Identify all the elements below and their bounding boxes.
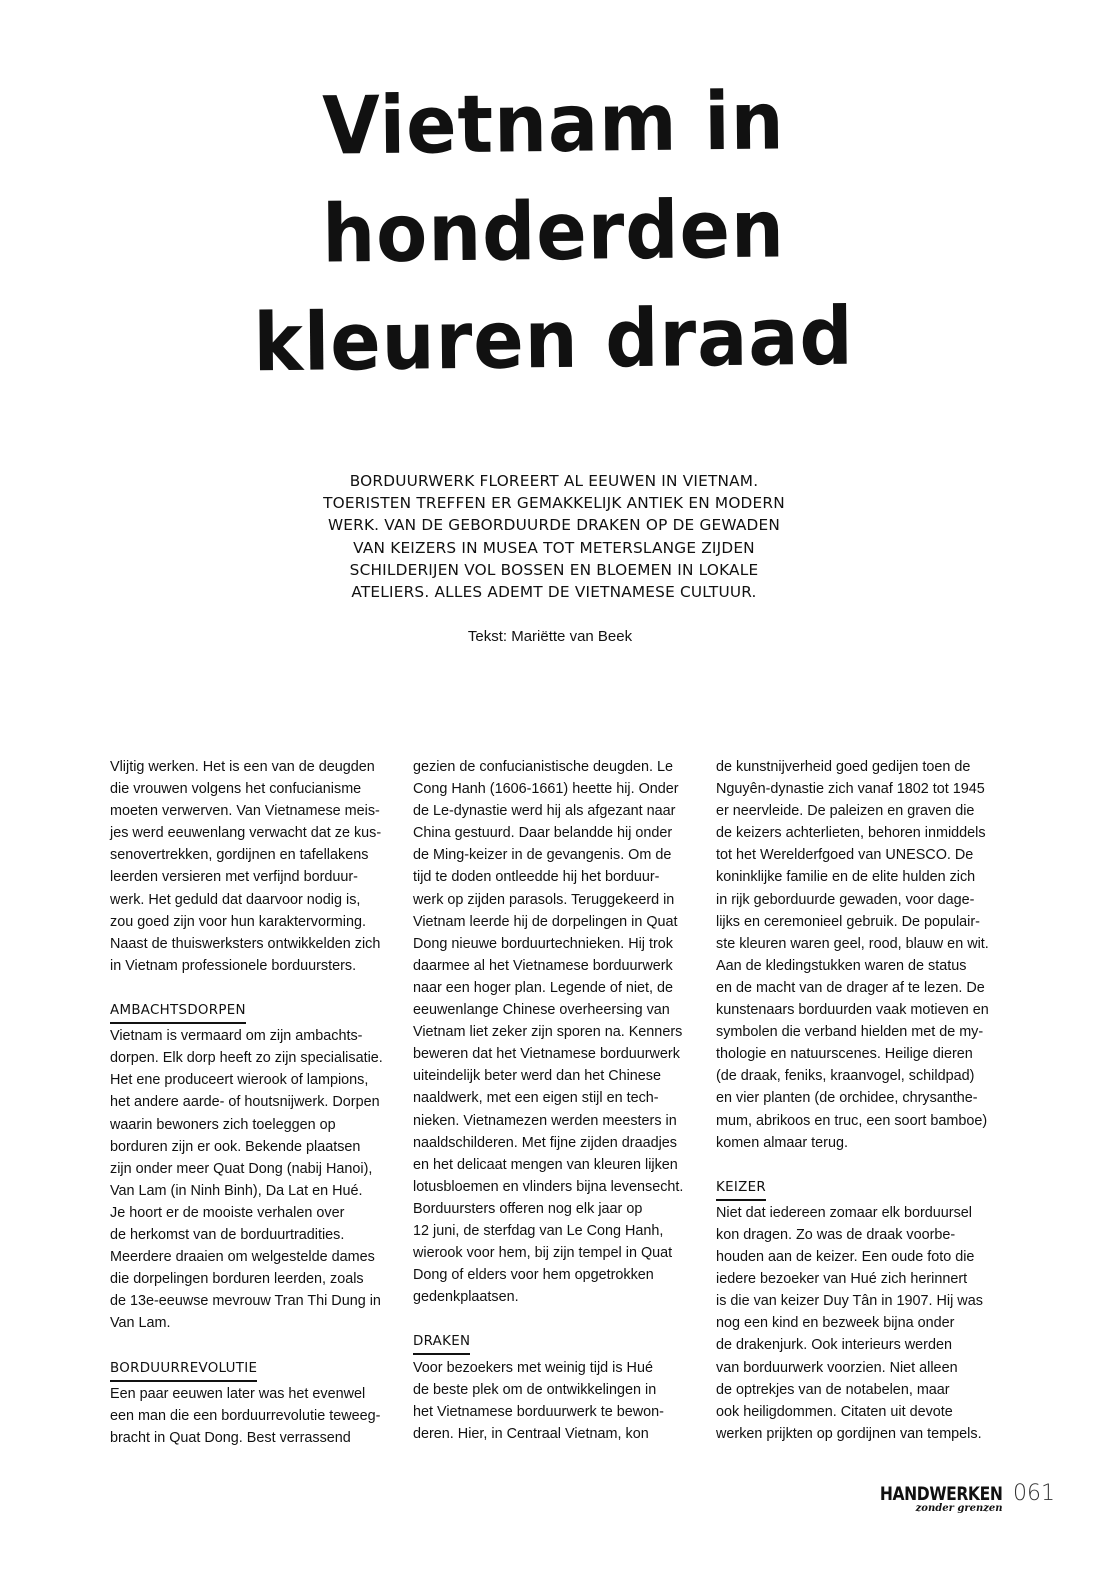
body-line: eeuwenlange Chinese overheersing van — [413, 1002, 670, 1019]
intro-line: ATELIERS. ALLES ADEMT DE VIETNAMESE CULTUUR. — [351, 583, 757, 602]
body-line: Van Lam (in Ninh Binh), Da Lat en Hué. — [110, 1182, 363, 1199]
body-line: kon dragen. Zo was de draak voorbe- — [716, 1226, 956, 1243]
body-line: Dong nieuwe borduurtechnieken. Hij trok — [413, 935, 673, 952]
body-line: naaldwerk, met een eigen stijl en tech- — [413, 1090, 659, 1107]
page-number: 061 — [1013, 1481, 1055, 1506]
body-line: zijn onder meer Quat Dong (nabij Hanoi), — [110, 1160, 373, 1177]
body-line: de Le-dynastie werd hij als afgezant naar — [413, 803, 676, 820]
body-line: Een paar eeuwen later was het evenwel — [110, 1385, 366, 1402]
body-line: werk. Het geduld dat daarvoor nodig is, — [110, 891, 361, 908]
body-line: is die van keizer Duy Tân in 1907. Hij was — [716, 1293, 983, 1310]
body-line: de drakenjurk. Ook interieurs werden — [716, 1337, 952, 1354]
body-line: in Vietnam professionele borduursters. — [110, 957, 357, 974]
body-line: en het delicaat mengen van kleuren lijken — [413, 1156, 678, 1173]
page-footer — [853, 1481, 1055, 1515]
body-line: Meerdere draaien om welgestelde dames — [110, 1249, 375, 1266]
body-line: moeten verwerven. Van Vietnamese meis- — [110, 803, 380, 820]
body-line: en de macht van de drager af te lezen. De — [716, 979, 985, 996]
body-line: van borduurwerk voorzien. Niet alleen — [716, 1359, 958, 1376]
body-line: borduren zijn er ook. Bekende plaatsen — [110, 1138, 361, 1155]
body-line: werken prijkten op gordijnen van tempels. — [716, 1425, 982, 1442]
body-line: Niet dat iedereen zomaar elk borduursel — [716, 1204, 972, 1221]
body-line: Vietnam is vermaard om zijn ambachts- — [110, 1028, 363, 1045]
body-line: Vietnam leerde hij de dorpelingen in Quat — [413, 913, 678, 930]
body-line: waarin bewoners zich toeleggen op — [110, 1116, 336, 1133]
title-line: kleuren draad — [252, 289, 855, 390]
body-line: ste kleuren waren geel, rood, blauw en wit. — [716, 935, 989, 952]
body-line: nieken. Vietnamezen werden meesters in — [413, 1112, 677, 1129]
title-line: Vietnam in — [321, 74, 786, 173]
body-line: gezien de confucianistische deugden. Le — [413, 759, 674, 775]
title-line: honderden — [321, 182, 786, 281]
body-line: tot het Werelderfgoed van UNESCO. De — [716, 847, 974, 864]
body-line: Cong Hanh (1606-1661) heette hij. Onder — [413, 781, 679, 798]
intro-line: TOERISTEN TREFFEN ER GEMAKKELIJK ANTIEK EN MODERN — [323, 494, 785, 513]
body-line: iedere bezoeker van Hué zich herinnert — [716, 1271, 968, 1288]
body-line: die dorpelingen borduren leerden, zoals — [110, 1271, 364, 1288]
body-line: de 13e-eeuwse mevrouw Tran Thi Dung in — [110, 1293, 381, 1310]
body-line: Het ene produceert wierook of lampions, — [110, 1072, 369, 1089]
body-line: de beste plek om de ontwikkelingen in — [413, 1381, 657, 1398]
body-line: houden aan de keizer. Een oude foto die — [716, 1249, 975, 1266]
body-line: Nguyên-dynastie zich vanaf 1802 tot 1945 — [716, 781, 985, 798]
paragraph-gap — [110, 1334, 390, 1356]
body-line: Aan de kledingstukken waren de status — [716, 957, 967, 974]
body-line: mum, abrikoos en truc, een soort bamboe) — [716, 1112, 988, 1129]
body-line: de kunstnijverheid goed gedijen toen de — [716, 759, 971, 775]
body-line: de keizers achterlieten, behoren inmiddels — [716, 825, 986, 842]
body-line: beweren dat het Vietnamese borduurwerk — [413, 1046, 680, 1063]
magazine-tagline: zonder grenzen — [915, 1503, 1003, 1514]
body-line: uiteindelijk beter werd dan het Chinese — [413, 1068, 661, 1085]
body-line: Voor bezoekers met weinig tijd is Hué — [413, 1359, 653, 1376]
body-line: er neervleide. De paleizen en graven die — [716, 803, 975, 820]
section-heading-draken: DRAKEN — [413, 1333, 470, 1355]
magazine-brand: HANDWERKEN — [879, 1483, 1003, 1505]
text-column-1 — [110, 756, 390, 1449]
intro-line: BORDUURWERK FLOREERT AL EEUWEN IN VIETNAM. — [349, 472, 759, 490]
body-line: gedenkplaatsen. — [413, 1289, 519, 1306]
body-line: daarmee al het Vietnamese borduurwerk — [413, 957, 673, 974]
body-line: een man die een borduurrevolutie teweeg- — [110, 1407, 381, 1424]
section-heading-ambachtsdorpen: AMBACHTSDORPEN — [110, 1002, 246, 1024]
body-line: nog een kind en bezweek bijna onder — [716, 1315, 955, 1332]
body-line: Je hoort er de mooiste verhalen over — [110, 1204, 345, 1221]
body-line: senovertrekken, gordijnen en tafellakens — [110, 847, 369, 864]
body-line: Van Lam. — [110, 1315, 171, 1332]
body-line: zou goed zijn voor hun karaktervorming. — [110, 913, 366, 930]
section-heading-keizer: KEIZER — [716, 1179, 766, 1201]
body-line: werk op zijden parasols. Teruggekeerd in — [413, 891, 675, 908]
body-line: de herkomst van de borduurtradities. — [110, 1226, 345, 1243]
body-line: het andere aarde- of houtsnijwerk. Dorpen — [110, 1094, 380, 1111]
article-title — [150, 70, 957, 394]
body-line: Vietnam liet zeker zijn sporen na. Kenners — [413, 1024, 683, 1041]
body-line: ook heiligdommen. Citaten uit devote — [716, 1403, 953, 1420]
paragraph-gap — [716, 1154, 996, 1176]
body-line: symbolen die verband hielden met de my- — [716, 1024, 984, 1041]
body-line: dorpen. Elk dorp heeft zo zijn specialisatie. — [110, 1050, 383, 1067]
section-heading-borduurrevolutie: BORDUURREVOLUTIE — [110, 1360, 257, 1382]
body-line: jes werd eeuwenlang verwacht dat ze kus- — [110, 825, 382, 842]
paragraph-gap — [110, 977, 390, 999]
body-line: de optrekjes van de notabelen, maar — [716, 1381, 950, 1398]
body-line: leerden versieren met verfijnd borduur- — [110, 869, 358, 886]
magazine-logo — [853, 1484, 1002, 1515]
body-line: 12 juni, de sterfdag van Le Cong Hanh, — [413, 1222, 664, 1239]
body-line: Dong of elders voor hem opgetrokken — [413, 1267, 654, 1284]
text-column-3 — [716, 756, 996, 1445]
body-line: kunstenaars borduurden vaak motieven en — [716, 1002, 989, 1019]
body-line: wierook voor hem, bij zijn tempel in Quat — [413, 1245, 673, 1262]
body-line: en vier planten (de orchidee, chrysanthe- — [716, 1090, 978, 1107]
paragraph-gap — [413, 1308, 693, 1330]
body-line: Vlijtig werken. Het is een van de deugden — [110, 759, 375, 775]
body-line: China gestuurd. Daar belandde hij onder — [413, 825, 673, 842]
body-line: lotusbloemen en vlinders bijna levensecht. — [413, 1178, 684, 1195]
body-line: komen almaar terug. — [716, 1134, 848, 1151]
body-line: Naast de thuiswerksters ontwikkelden zich — [110, 935, 381, 952]
text-column-2 — [413, 756, 693, 1445]
body-line: het Vietnamese borduurwerk te bewon- — [413, 1403, 664, 1420]
body-line: bracht in Quat Dong. Best verrassend — [110, 1429, 351, 1446]
body-line: in rijk geborduurde gewaden, voor dage- — [716, 891, 975, 908]
body-line: Borduursters offeren nog elk jaar op — [413, 1200, 643, 1217]
body-line: (de draak, feniks, kraanvogel, schildpad) — [716, 1068, 975, 1085]
body-line: de Ming-keizer in de gevangenis. Om de — [413, 847, 672, 864]
intro-line: SCHILDERIJEN VOL BOSSEN EN BLOEMEN IN LOKALE — [349, 560, 759, 579]
body-line: deren. Hier, in Centraal Vietnam, kon — [413, 1425, 649, 1442]
body-line: die vrouwen volgens het confucianisme — [110, 781, 362, 798]
intro-lead — [290, 470, 818, 603]
body-line: naar een hoger plan. Legende of niet, de — [413, 979, 674, 996]
body-line: koninklijke familie en de elite hulden zich — [716, 869, 976, 886]
intro-line: VAN KEIZERS IN MUSEA TOT METERSLANGE ZIJDEN — [353, 538, 755, 557]
author-credit: Tekst: Mariëtte van Beek — [467, 628, 633, 645]
body-line: thologie en natuurscenes. Heilige dieren — [716, 1046, 973, 1063]
body-line: naaldschilderen. Met fijne zijden draadjes — [413, 1134, 677, 1151]
body-line: tijd te doden ontleedde hij het borduur- — [413, 869, 660, 886]
body-line: lijks en ceremonieel gebruik. De populair- — [716, 913, 980, 930]
intro-line: WERK. VAN DE GEBORDUURDE DRAKEN OP DE GEWADEN — [327, 516, 781, 535]
